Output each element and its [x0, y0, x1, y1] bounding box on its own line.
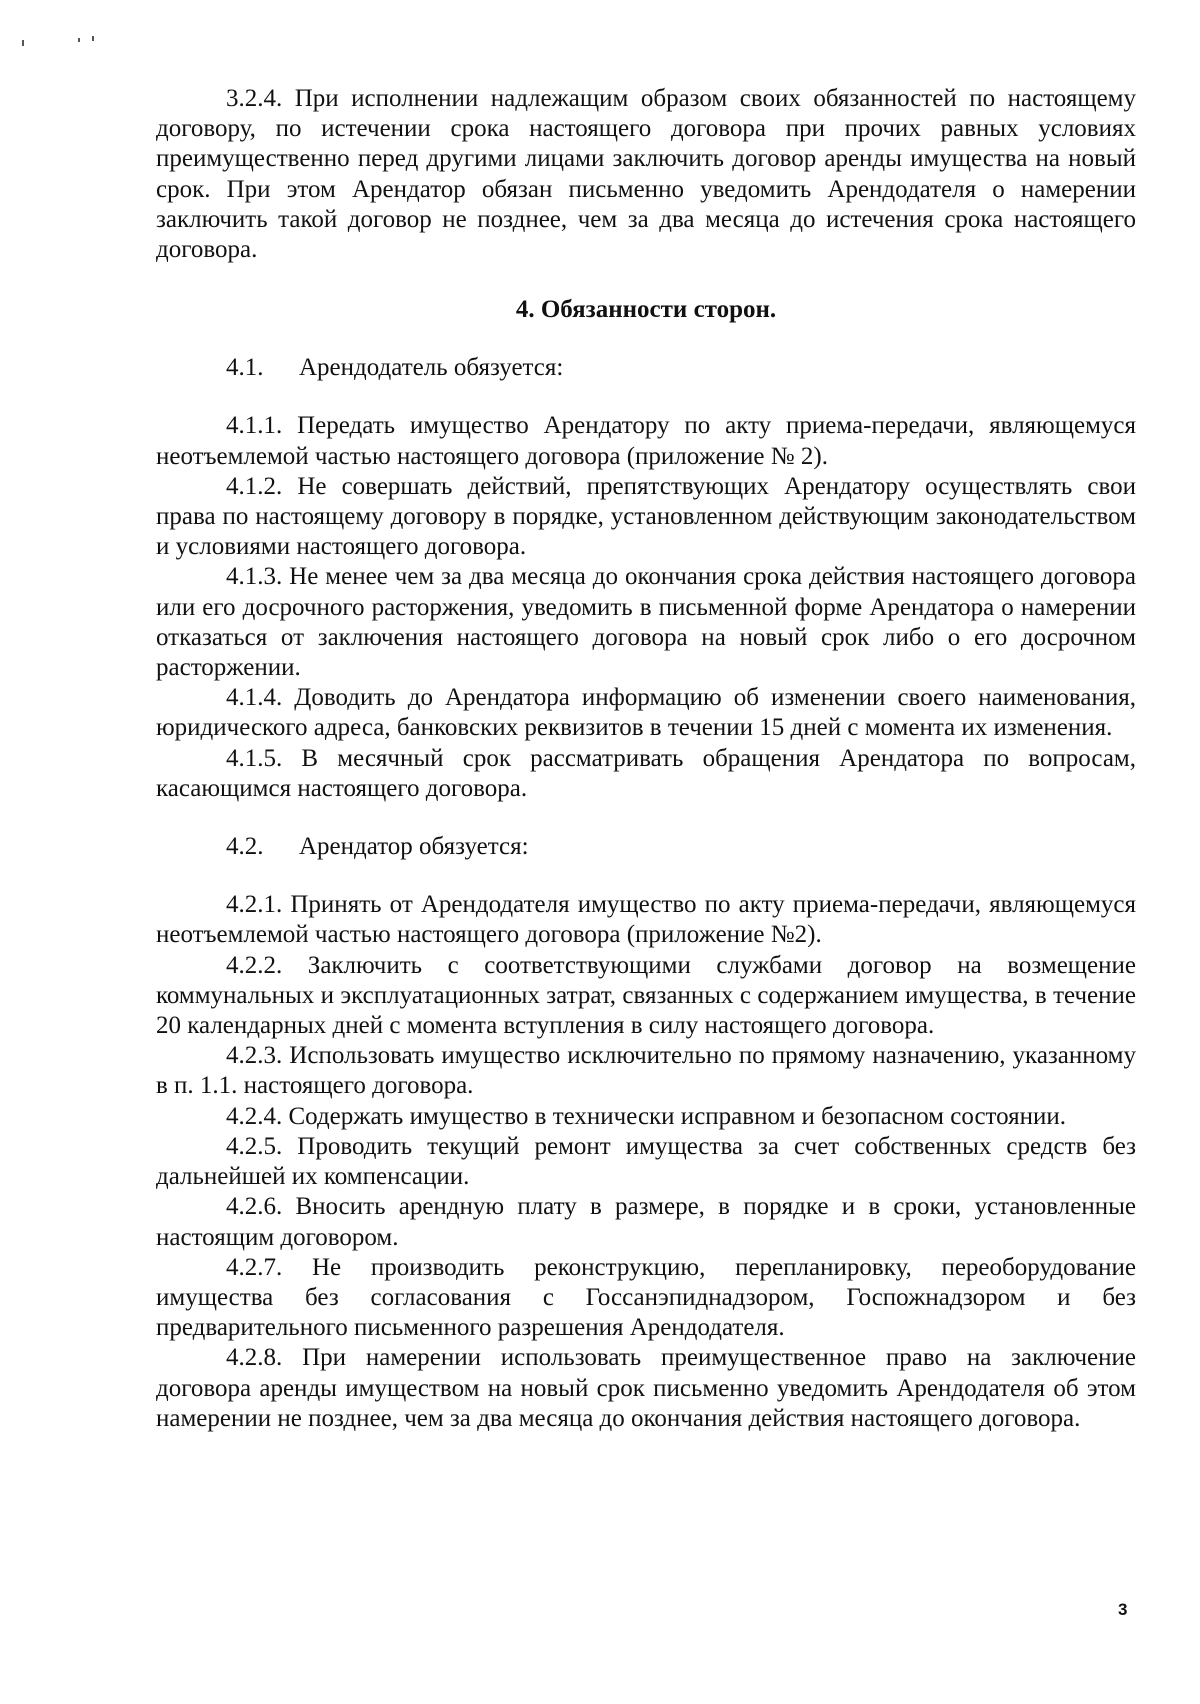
paragraph-4-2-5: 4.2.5. Проводить текущий ремонт имущества за счет собственных средств без дальнейшей их компенсации.: [156, 1132, 1136, 1191]
paragraph-4-2-3: 4.2.3. Использовать имущество исключительно по прямому назначению, указанному в п. 1.1. настоящего договора.: [156, 1042, 1136, 1100]
paragraph-4-2-6: 4.2.6. Вносить арендную плату в размере, в порядке и в сроки, установленные настоящим договором.: [156, 1193, 1136, 1251]
paragraph-4-2-1: 4.2.1. Принять от Арендодателя имущество по акту приема-передачи, являющемуся неотъемлемой частью настоящего договора (приложение №2).: [156, 891, 1136, 949]
scan-artifact: [22, 40, 24, 46]
subsection-title: Арендатор обязуется:: [299, 833, 529, 861]
subsection-4-2-title: [156, 832, 1136, 862]
scan-artifact: [92, 36, 94, 41]
scan-artifact: [78, 38, 80, 42]
paragraph-4-2-2: 4.2.2. Заключить с соответствующими службами договор на возмещение коммунальных и эксплуатационных затрат, связанных с содержанием имущества, в течение 20 календарных дней с момента вступления в силу настоящего договора.: [156, 951, 1136, 1040]
document-body: [156, 84, 1136, 1434]
subsection-number: 4.1.: [226, 354, 264, 382]
paragraph-4-1-5: 4.1.5. В месячный срок рассматривать обращения Арендатора по вопросам, касающимся настоящего договора.: [156, 744, 1136, 802]
section-heading: 4. Обязанности сторон.: [515, 296, 777, 324]
paragraph-3-2-4: 3.2.4. При исполнении надлежащим образом своих обязанностей по настоящему договору, по истечении срока настоящего договора при прочих равных условиях преимущественно перед другими лицами заключить договор аренды имущества на новый срок. При этом Арендатор обязан письменно уведомить Арендодателя о намерении заключить такой договор не позднее, чем за два месяца до истечения срока настоящего договора.: [156, 85, 1136, 264]
paragraph-4-1-3: 4.1.3. Не менее чем за два месяца до окончания срока действия настоящего договора или его досрочного расторжения, уведомить в письменной форме Арендатора о намерении отказаться от заключения настоящего договора на новый срок либо о его досрочном расторжении.: [156, 563, 1136, 682]
subsection-4-1-title: [156, 353, 1136, 383]
paragraph-4-1-2: 4.1.2. Не совершать действий, препятствующих Арендатору осуществлять свои права по настоящему договору в порядке, установленном действующим законодательством и условиями настоящего договора.: [156, 472, 1136, 561]
subsection-number: 4.2.: [226, 833, 264, 861]
paragraph-4-1-1: 4.1.1. Передать имущество Арендатору по акту приема-передачи, являющемуся неотъемлемой частью настоящего договора (приложение № 2).: [156, 412, 1136, 470]
paragraph-4-2-8: 4.2.8. При намерении использовать преимущественное право на заключение договора аренды имуществом на новый срок письменно уведомить Арендодателя об этом намерении не позднее, чем за два месяца до окончания действия настоящего договора.: [156, 1344, 1136, 1432]
subsection-title: Арендодатель обязуется:: [299, 354, 564, 382]
paragraph-4-2-7: 4.2.7. Не производить реконструкцию, перепланировку, переоборудование имущества без согласования с Госсанэпиднадзором, Госпожнадзором и без предварительного письменного разрешения Арендодателя.: [156, 1253, 1136, 1342]
paragraph-4-2-4: 4.2.4. Содержать имущество в технически исправном и безопасном состоянии.: [226, 1102, 1067, 1130]
paragraph-4-1-4: 4.1.4. Доводить до Арендатора информацию об изменении своего наименования, юридического адреса, банковских реквизитов в течении 15 дней с момента их изменения.: [156, 684, 1136, 742]
page-number: 3: [1118, 1600, 1128, 1619]
